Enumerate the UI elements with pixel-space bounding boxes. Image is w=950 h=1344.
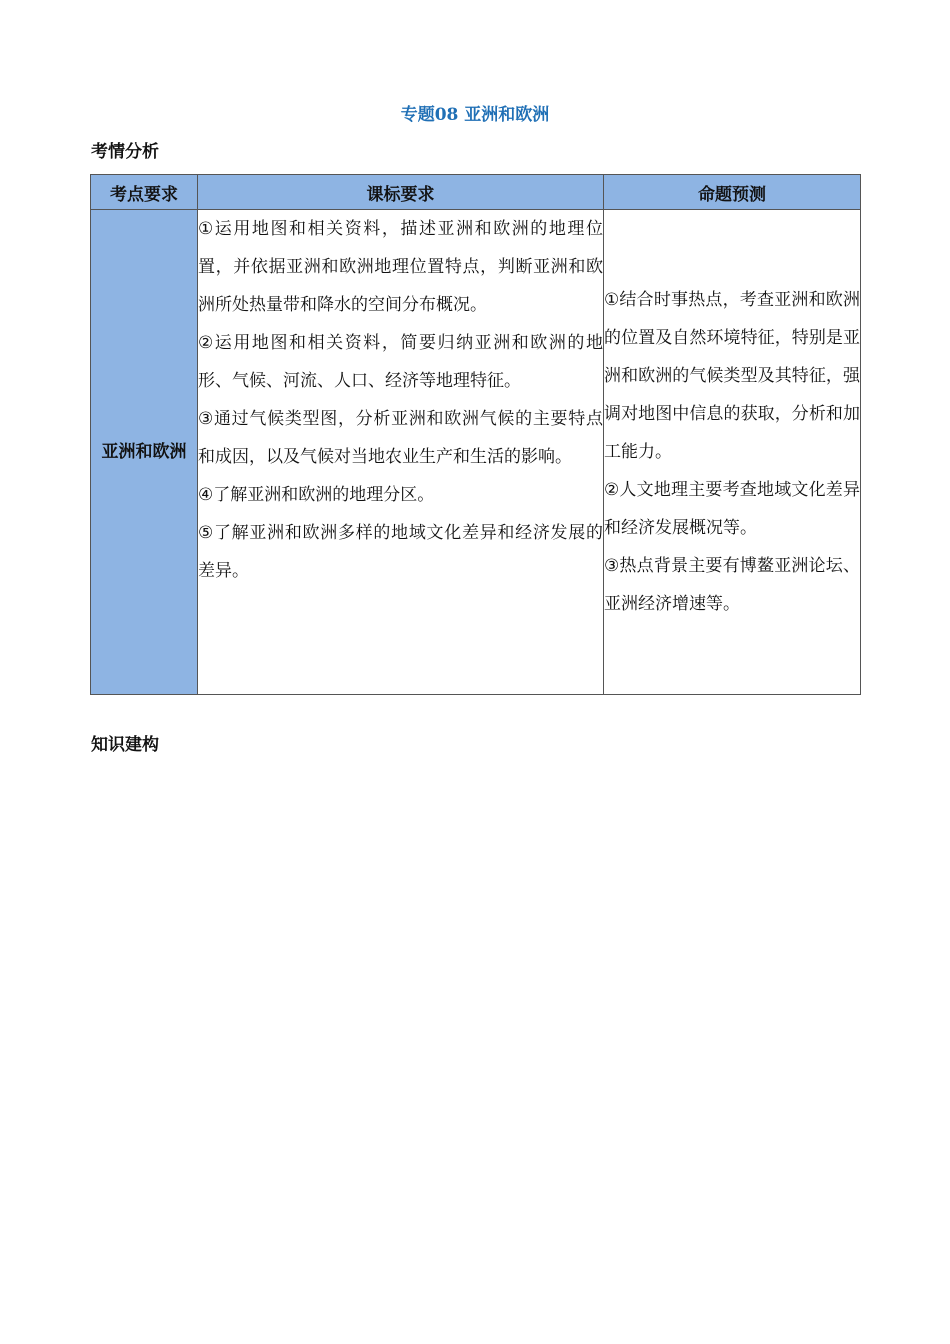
predictions-cell xyxy=(604,210,861,695)
section-heading-analysis: 考情分析 xyxy=(91,142,159,162)
header-curriculum: 课标要求 xyxy=(198,175,604,210)
prediction-item: ③热点背景主要有博鳌亚洲论坛、亚洲经济增速等。 xyxy=(604,556,860,614)
requirement-item: ①运用地图和相关资料，描述亚洲和欧洲的地理位置，并依据亚洲和欧洲地理位置特点，判断亚洲和欧洲所处热量带和降水的空间分布概况。 xyxy=(198,219,603,315)
prediction-item: ①结合时事热点，考查亚洲和欧洲的位置及自然环境特征，特别是亚洲和欧洲的气候类型及其特征，强调对地图中信息的获取，分析和加工能力。 xyxy=(604,290,860,462)
prediction-item: ②人文地理主要考查地域文化差异和经济发展概况等。 xyxy=(604,480,860,538)
requirements-cell xyxy=(198,210,604,695)
page-title: 专题08 亚洲和欧洲 xyxy=(400,105,550,125)
header-topic: 考点要求 xyxy=(91,175,198,210)
exam-analysis-table xyxy=(90,174,861,695)
table-header-row xyxy=(91,175,861,210)
topic-cell: 亚洲和欧洲 xyxy=(91,210,198,695)
header-prediction: 命题预测 xyxy=(604,175,861,210)
table-row xyxy=(91,210,861,695)
requirement-item: ③通过气候类型图，分析亚洲和欧洲气候的主要特点和成因，以及气候对当地农业生产和生活的影响。 xyxy=(198,409,603,467)
requirement-item: ④了解亚洲和欧洲的地理分区。 xyxy=(198,485,435,505)
requirement-item: ②运用地图和相关资料，简要归纳亚洲和欧洲的地形、气候、河流、人口、经济等地理特征。 xyxy=(198,333,603,391)
section-heading-knowledge: 知识建构 xyxy=(91,735,159,755)
requirement-item: ⑤了解亚洲和欧洲多样的地域文化差异和经济发展的差异。 xyxy=(198,523,603,581)
